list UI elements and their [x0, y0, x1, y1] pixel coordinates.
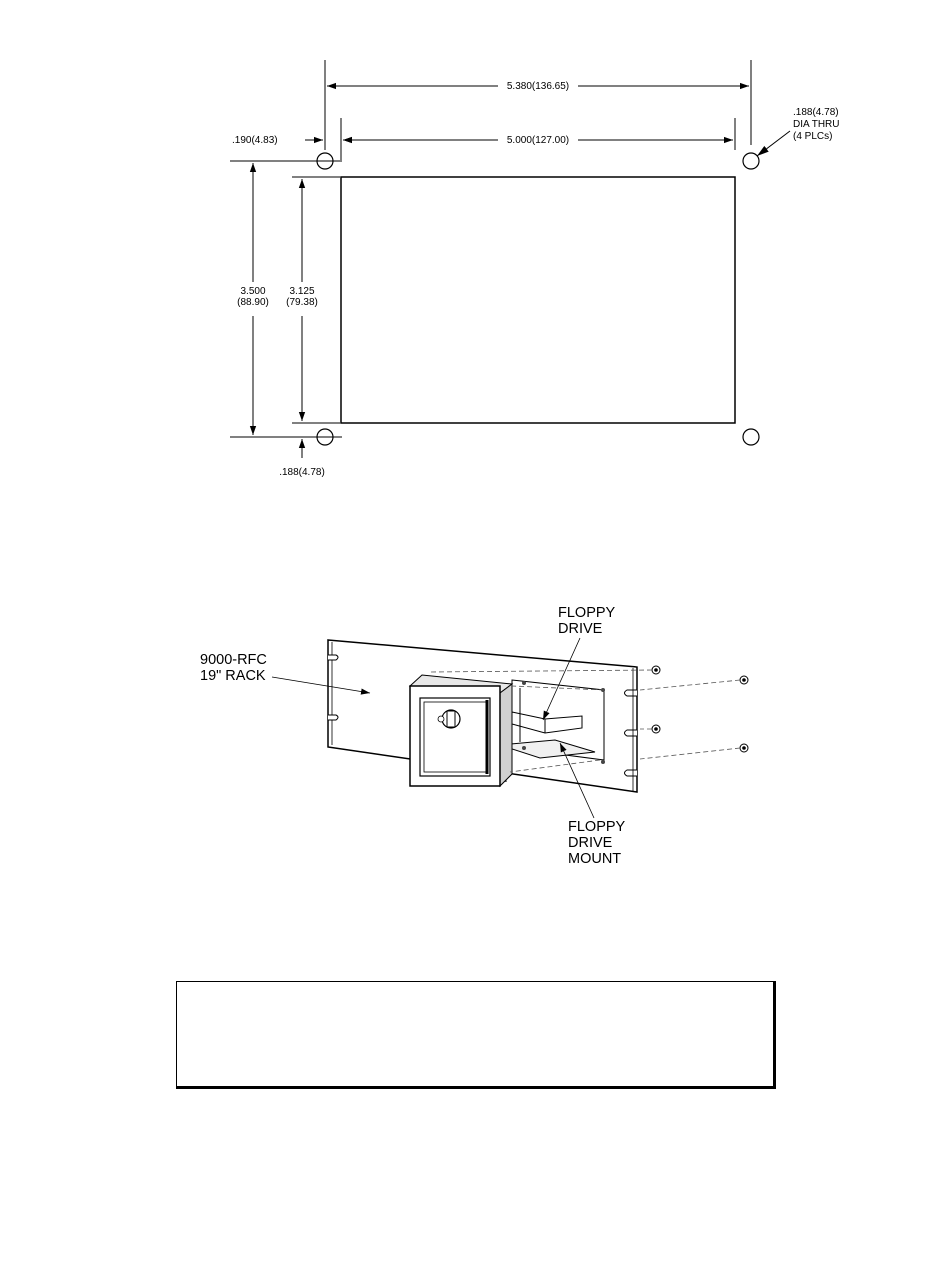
rack-slot-left-bottom — [328, 715, 338, 720]
nut-top-center — [654, 668, 658, 672]
door-knob-grip — [447, 711, 455, 727]
rack-slot-right-1 — [625, 690, 638, 696]
screw-hole-1 — [522, 681, 526, 685]
hole-offset-dimension: .190(4.83) — [232, 135, 278, 146]
screw-bottom-center — [742, 746, 746, 750]
mounting-hole-bottom-right — [743, 429, 759, 445]
rack-slot-left-top — [328, 655, 338, 660]
hole-callout-line3: (4 PLCs) — [793, 131, 833, 142]
screw-top-center — [742, 678, 746, 682]
floppy-drive-label-line2: DRIVE — [558, 621, 603, 637]
hole-callout-line2: DIA THRU — [793, 119, 840, 130]
inner-height-dimension-line1: 3.125 — [289, 286, 315, 297]
panel-cutout-rectangle — [341, 177, 735, 423]
overall-width-dimension: 5.380(136.65) — [506, 81, 570, 92]
overall-height-dimension-line1: 3.500 — [240, 286, 266, 297]
inner-height-dimension-line2: (79.38) — [286, 297, 318, 308]
overall-height-dimension-line2: (88.90) — [237, 297, 269, 308]
screw-hole-4 — [601, 760, 605, 764]
panel-cutout-drawing — [230, 60, 840, 478]
floppy-drive-label-line1: FLOPPY — [558, 605, 616, 621]
door-knob-stem — [438, 716, 444, 722]
alignment-line-4 — [640, 748, 740, 759]
inner-width-dimension: 5.000(127.00) — [506, 135, 570, 146]
note-box — [176, 981, 776, 1089]
alignment-line-3 — [640, 680, 740, 690]
rack-label-line1: 9000-RFC — [200, 652, 267, 668]
rack-label-line2: 19" RACK — [200, 668, 266, 684]
rack-slot-right-3 — [625, 770, 638, 776]
mounting-hole-top-right — [743, 153, 759, 169]
bezel-side-face — [500, 684, 512, 786]
rack-slot-right-2 — [625, 730, 638, 736]
hole-callout-leader — [757, 131, 790, 156]
floppy-mount-label-line3: MOUNT — [568, 851, 622, 867]
nut-bottom-center — [654, 727, 658, 731]
bottom-offset-dimension: .188(4.78) — [279, 467, 325, 478]
floppy-mount-label-line2: DRIVE — [568, 835, 613, 851]
screw-hole-3 — [522, 746, 526, 750]
floppy-mount-label-line1: FLOPPY — [568, 819, 626, 835]
rack-assembly-drawing — [200, 605, 748, 867]
hole-callout-line1: .188(4.78) — [793, 107, 839, 118]
